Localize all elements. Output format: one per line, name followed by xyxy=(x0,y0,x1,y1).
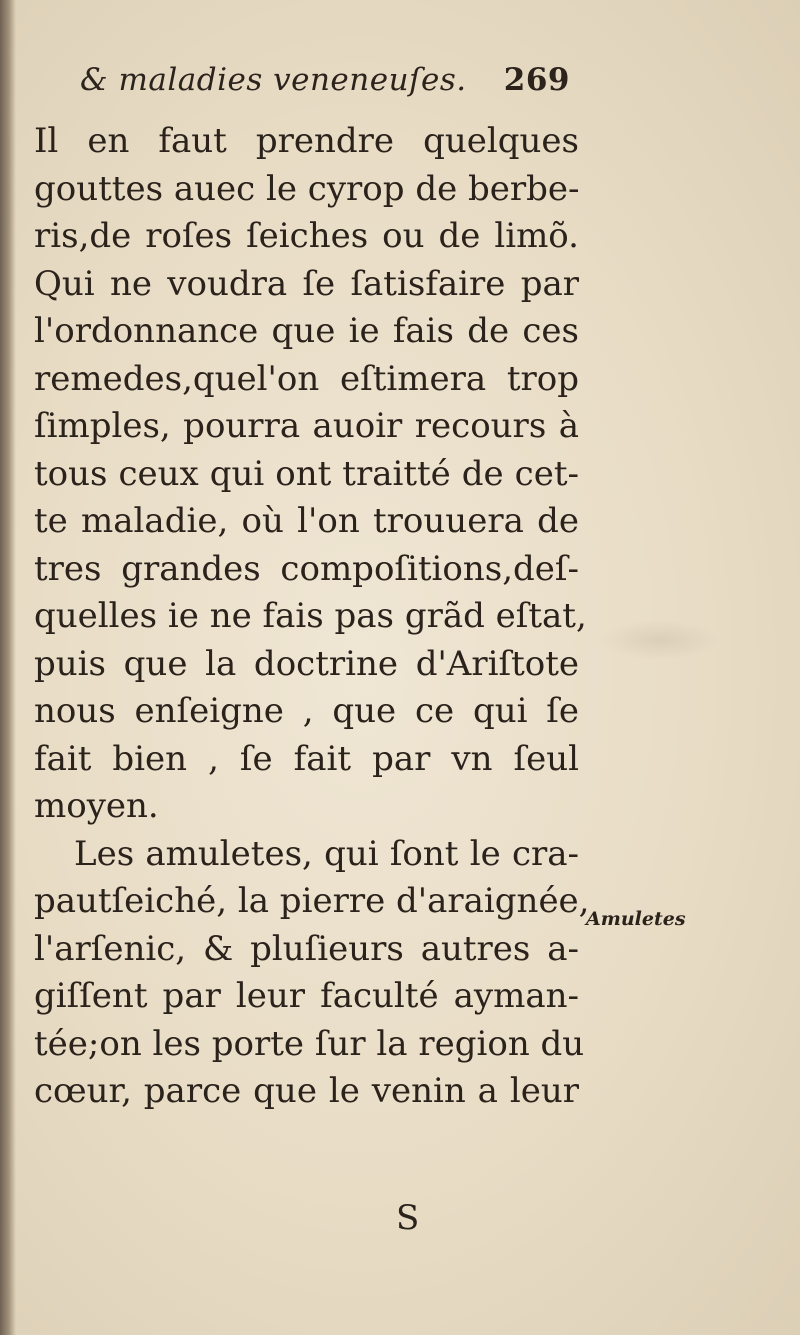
text-line: te maladie, où l'on trouuera de xyxy=(34,501,579,541)
text-line: ſimples, pourra auoir recours à xyxy=(34,406,579,446)
page-gutter-shadow xyxy=(0,0,16,1335)
text-line: puis que la doctrine d'Ariſtote xyxy=(34,643,579,684)
page-number: 269 xyxy=(503,62,570,98)
ink-show-through xyxy=(600,620,720,660)
text-line: ris,de roſes ſeiches ou de limõ. xyxy=(34,216,579,256)
text-line: quelles ie ne fais pas grãd eſtat, xyxy=(34,596,587,636)
running-head xyxy=(80,62,570,112)
signature-mark: S xyxy=(396,1198,420,1238)
text-line: remedes,quel'on eſtimera trop xyxy=(34,358,579,399)
text-line: nous enſeigne , que ce qui ſe xyxy=(34,691,579,731)
text-line: l'arſenic, & pluſieurs autres a- xyxy=(34,928,579,969)
running-title: & maladies veneneuſes. xyxy=(80,62,467,98)
text-line: cœur, parce que le venin a leur xyxy=(34,1071,579,1111)
text-line: moyen. xyxy=(34,786,159,826)
text-line: pautſeiché, la pierre d'araignée, xyxy=(34,881,590,921)
text-line: Il en faut prendre quelques xyxy=(34,121,579,161)
text-line: tée;on les porte ſur la region du xyxy=(34,1023,585,1064)
text-line: fait bien , ſe fait par vn ſeul xyxy=(34,738,579,779)
text-line: tous ceux qui ont traitté de cet- xyxy=(34,453,579,494)
text-line: l'ordonnance que ie fais de ces xyxy=(34,311,579,351)
text-line: Les amuletes, qui ſont le cra- xyxy=(74,833,579,874)
text-line: tres grandes compoſitions,deſ- xyxy=(34,548,579,589)
text-body xyxy=(34,118,590,1116)
marginal-note: Amuletes xyxy=(586,908,686,930)
text-line: Qui ne voudra ſe ſatisfaire par xyxy=(34,263,579,304)
text-line: giſſent par leur faculté ayman- xyxy=(34,976,579,1016)
text-line: gouttes auec le cyrop de berbe- xyxy=(34,168,580,209)
